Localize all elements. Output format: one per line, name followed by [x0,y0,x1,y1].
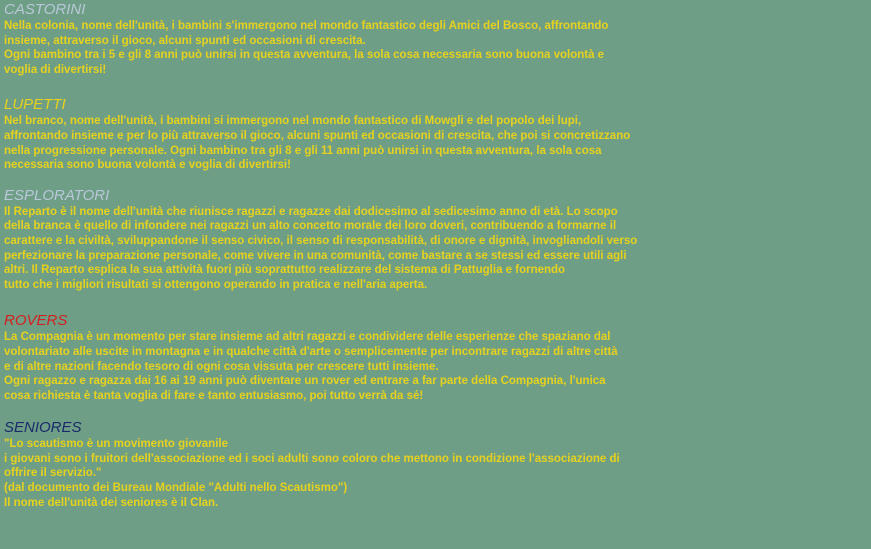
body-line: offrire il servizio." [4,467,102,480]
section-body [4,205,867,293]
body-line: Il Reparto è il nome dell'unità che riunisce ragazzi e ragazze dai dodicesimo al sedicesimo anno di età. Lo scopo [4,205,618,218]
section-title: SENIORES [4,419,82,437]
body-line: Nella colonia, nome dell'unità, i bambini s'immergono nel mondo fantastico degli Amici del Bosco, affrontando [4,20,609,32]
section-lupetti [4,96,867,172]
section-title: CASTORINI [4,1,86,18]
body-line: nella progressione personale. Ogni bambino tra gli 8 e gli 11 anni può unirsi in questa avventura, la sola cosa [4,144,602,157]
body-line: Nel branco, nome dell'unità, i bambini si immergono nel mondo fantastico di Mowgli e del popolo dei lupi, [4,115,582,128]
body-line: altri. Il Reparto esplica la sua attività fuori più soprattutto realizzare del sistema di Pattuglia e fornendo [4,264,566,277]
body-line: i giovani sono i fruitori dell'associazione ed i soci adulti sono coloro che mettono in condizione l'associazione di [4,452,620,465]
body-line: (dal documento dei Bureau Mondiale "Adulti nello Scautismo") [4,482,348,495]
body-line: cosa richiesta è tanta voglia di fare e tanto entusiasmo, poi tutto verrà da sé! [4,389,424,402]
body-line: "Lo scautismo è un movimento giovanile [4,438,228,451]
section-body [4,19,867,77]
section-rovers [4,312,867,403]
body-line: volontariato alle uscite in montagna e in qualche città d'arte o semplicemente per incontrare ragazzi di altre città [4,345,618,358]
section-esploratori [4,187,867,293]
body-line: voglia di divertirsi! [4,63,107,76]
section-body [4,437,867,510]
section-castorini [4,1,867,77]
section-title: LUPETTI [4,96,66,114]
body-line: carattere e la civiltà, sviluppandone il senso civico, il senso di responsabilità, di onore e dignità, invogliandoli verso [4,234,638,247]
section-title: ESPLORATORI [4,186,110,204]
body-line: Ogni bambino tra i 5 e gli 8 anni può unirsi in questa avventura, la sola cosa necessaria sono buona volontà e [4,49,605,62]
body-line: La Compagnia è un momento per stare insieme ad altri ragazzi e condividere delle esperienze che spaziano dal [4,331,611,344]
section-body [4,114,867,172]
section-title: ROVERS [4,312,68,330]
body-line: tutto che i migliori risultati si ottengono operando in pratica e nell'aria aperta. [4,278,428,291]
body-line: insieme, attraverso il gioco, alcuni spunti ed occasioni di crescita. [4,34,366,47]
body-line: Ogni ragazzo e ragazza dai 16 ai 19 anni può diventare un rover ed entrare a far parte della Compagnia, l'unica [4,375,606,388]
body-line: della branca è quello di infondere nei ragazzi un alto concetto morale dei loro doveri, contribuendo a formarne il [4,220,617,233]
body-line: necessaria sono buona volontà e voglia di divertirsi! [4,159,291,172]
body-line: affrontando insieme e per lo più attraverso il gioco, alcuni spunti ed occasioni di crescita, che poi si concretizzano [4,129,631,142]
section-body [4,330,867,403]
section-seniores [4,419,867,510]
body-line: perfezionare la preparazione personale, come vivere in una comunità, come bastare a se stessi ed essere utili agli [4,249,627,262]
body-line: e di altre nazioni facendo tesoro di ogni cosa vissuta per crescere tutti insieme. [4,360,439,373]
body-line: Il nome dell'unità dei seniores è il Clan. [4,496,219,509]
